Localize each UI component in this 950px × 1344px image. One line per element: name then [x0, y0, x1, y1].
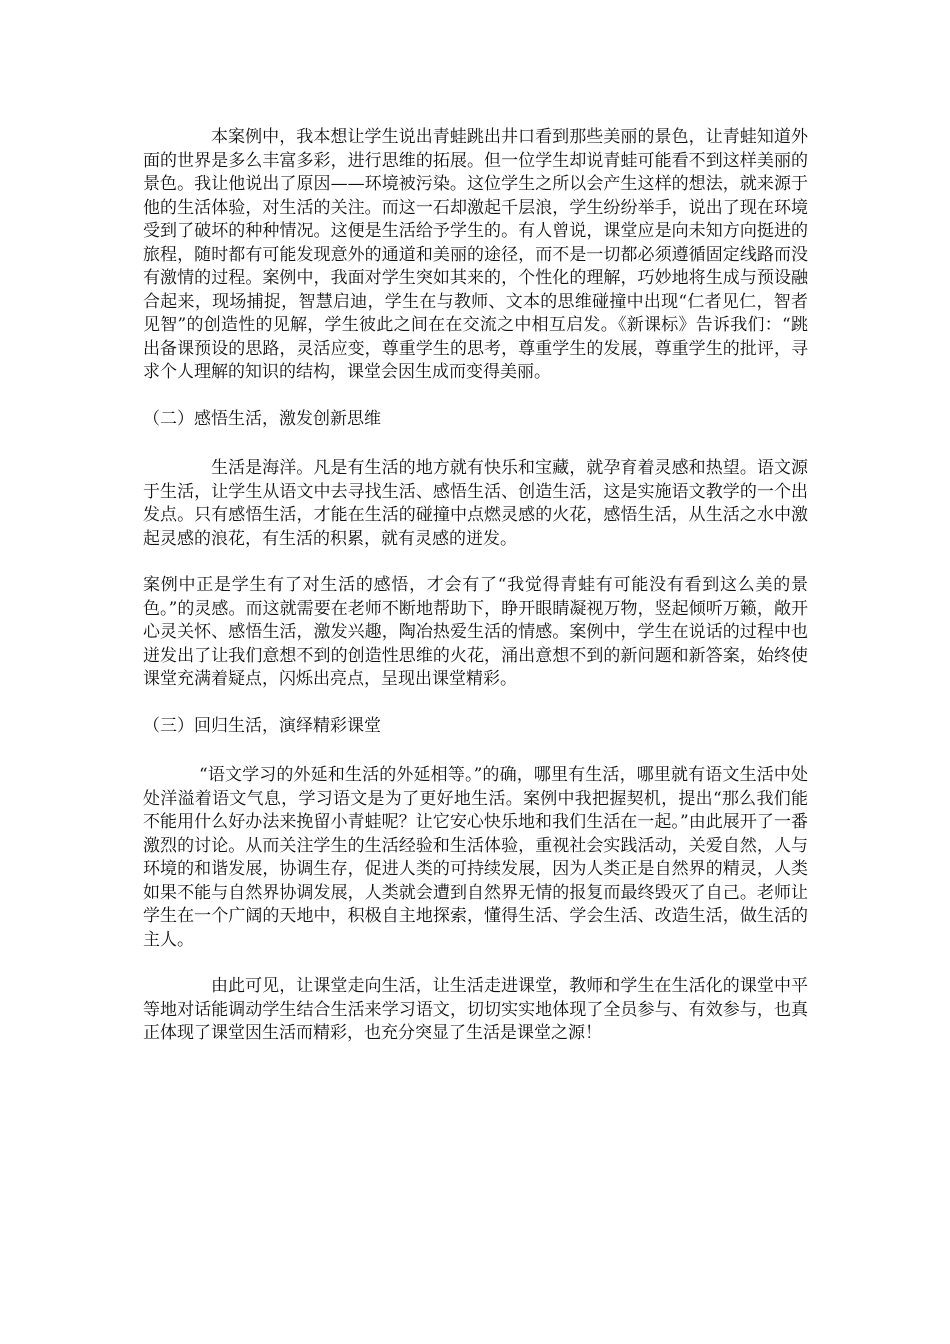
document-page: [143, 126, 808, 1046]
section-heading-three: （三）回归生活，演绎精彩课堂: [143, 715, 381, 736]
paragraph-life-perception: 案例中正是学生有了对生活的感悟，才会有了“我觉得青蛙有可能没有看到这么美的景色。”的灵感。而这就需要在老师不断地帮助下，睁开眼睛凝视万物，竖起倾听万籁，敞开心灵关怀、感悟生活，激发兴趣，陶冶热爱生活的情感。案例中，学生在说话的过程中也迸发出了让我们意想不到的创造性思维的火花，涌出意想不到的新问题和新答案，始终使课堂充满着疑点，闪烁出亮点，呈现出课堂精彩。: [143, 575, 808, 689]
paragraph-chinese-and-life: “语文学习的外延和生活的外延相等。”的确，哪里有生活，哪里就有语文生活中处处洋溢着语文气息，学习语文是为了更好地生活。案例中我把握契机，提出“那么我们能不能用什么好办法来挽留小青蛙呢？让它安心快乐地和我们生活在一起。”由此展开了一番激烈的讨论。从而关注学生的生活经验和生活体验，重视社会实践活动，关爱自然，人与环境的和谐发展，协调生存，促进人类的可持续发展，因为人类正是自然界的精灵，人类如果不能与自然界协调发展，人类就会遭到自然界无情的报复而最终毁灭了自己。老师让学生在一个广阔的天地中，积极自主地探索，懂得生活、学会生活、改造生活，做生活的主人。: [143, 765, 808, 950]
paragraph-conclusion: 由此可见，让课堂走向生活，让生活走进课堂，教师和学生在生活化的课堂中平等地对话能调动学生结合生活来学习语文，切切实实地体现了全员参与、有效参与，也真正体现了课堂因生活而精彩，也充分突显了生活是课堂之源！: [143, 976, 808, 1043]
paragraph-case-analysis: 本案例中，我本想让学生说出青蛙跳出井口看到那些美丽的景色，让青蛙知道外面的世界是多么丰富多彩，进行思维的拓展。但一位学生却说青蛙可能看不到这样美丽的景色。我让他说出了原因——环境被污染。这位学生之所以会产生这样的想法，就来源于他的生活体验，对生活的关注。而这一石却激起千层浪，学生纷纷举手，说出了现在环境受到了破坏的种种情况。这便是生活给予学生的。有人曾说，课堂应是向未知方向挺进的旅程，随时都有可能发现意外的通道和美丽的途径，而不是一切都必须遵循固定线路而没有激情的过程。案例中，我面对学生突如其来的，个性化的理解，巧妙地将生成与预设融合起来，现场捕捉，智慧启迪，学生在与教师、文本的思维碰撞中出现“仁者见仁，智者见智”的创造性的见解，学生彼此之间在在交流之中相互启发。《新课标》告诉我们：“跳出备课预设的思路，灵活应变，尊重学生的思考，尊重学生的发展，尊重学生的批评，寻求个人理解的知识的结构，课堂会因生成而变得美丽。: [143, 127, 808, 382]
section-heading-two: （二）感悟生活，激发创新思维: [143, 408, 381, 429]
paragraph-life-is-ocean: 生活是海洋。凡是有生活的地方就有快乐和宝藏，就孕育着灵感和热望。语文源于生活，让学生从语文中去寻找生活、感悟生活、创造生活，这是实施语文教学的一个出发点。只有感悟生活，才能在生活的碰撞中点燃灵感的火花，感悟生活，从生活之水中激起灵感的浪花，有生活的积累，就有灵感的迸发。: [143, 458, 808, 549]
